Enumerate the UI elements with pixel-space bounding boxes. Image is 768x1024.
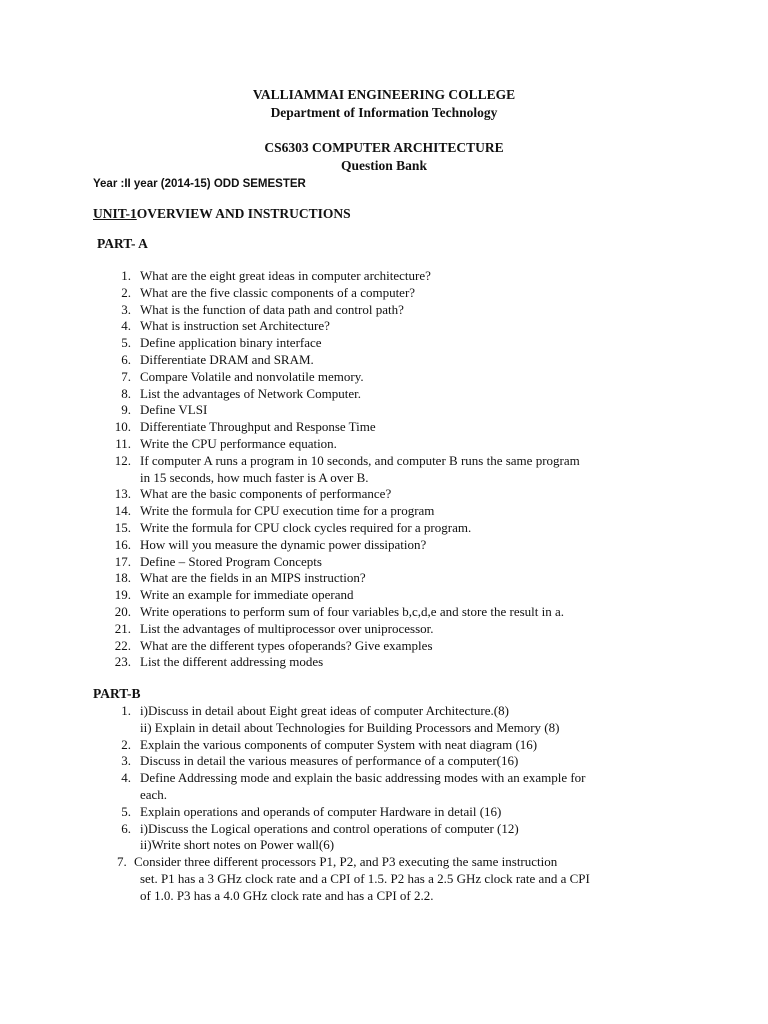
course-title: CS6303 COMPUTER ARCHITECTURE [264, 140, 504, 155]
question-text: of 1.0. P3 has a 4.0 GHz clock rate and has a CPI of 2.2. [140, 887, 434, 903]
question-text: What are the five classic components of a computer? [140, 284, 416, 300]
question-number: 5. [121, 803, 131, 819]
question-text: List the different addressing modes [140, 654, 324, 670]
year-line: Year :II year (2014-15) ODD SEMESTER [93, 178, 306, 190]
question-number: 4. [121, 770, 131, 786]
question-number: 1. [121, 268, 131, 283]
part-a-heading: PART- A [97, 236, 148, 251]
question-number: 1. [121, 703, 131, 718]
question-number: 6. [121, 820, 131, 836]
question-text: What are the basic components of performance? [140, 486, 392, 502]
unit-title: OVERVIEW AND INSTRUCTIONS [136, 206, 351, 221]
question-text: Differentiate Throughput and Response Time [140, 419, 376, 435]
question-text: Write the CPU performance equation. [140, 436, 337, 451]
question-number: 12. [114, 452, 131, 468]
question-text: ii)Write short notes on Power wall(6) [140, 837, 335, 853]
question-number: 7. [117, 854, 127, 870]
question-number: 6. [121, 352, 131, 367]
question-text: What are the eight great ideas in computer architecture? [140, 268, 431, 283]
question-number: 5. [121, 335, 131, 351]
question-number: 15. [114, 520, 131, 535]
question-number: 2. [121, 736, 131, 752]
department-name: Department of Information Technology [270, 105, 498, 120]
question-text: If computer A runs a program in 10 seconds, and computer B runs the same program [140, 452, 580, 468]
question-text: Write the formula for CPU clock cycles required for a program. [140, 520, 472, 535]
question-text: What is instruction set Architecture? [140, 318, 330, 334]
question-text: set. P1 has a 3 GHz clock rate and a CPI of 1.5. P2 has a 2.5 GHz clock rate and a CPI [140, 871, 590, 886]
question-text: What are the fields in an MIPS instruction? [140, 570, 366, 586]
unit-heading [93, 206, 351, 222]
question-number: 9. [121, 402, 131, 418]
question-text: What is the function of data path and control path? [140, 301, 404, 317]
question-text: i)Discuss in detail about Eight great ideas of computer Architecture.(8) [140, 703, 509, 718]
question-text: in 15 seconds, how much faster is A over B. [140, 469, 369, 485]
question-number: 19. [114, 587, 131, 603]
question-number: 3. [121, 301, 131, 317]
question-text: Define VLSI [140, 402, 208, 418]
question-number: 16. [114, 536, 131, 552]
question-number: 21. [114, 620, 131, 636]
question-number: 23. [114, 654, 131, 670]
question-text: Consider three different processors P1, P2, and P3 executing the same instruction [134, 854, 558, 870]
document-type: Question Bank [341, 158, 427, 173]
question-number: 10. [114, 419, 131, 435]
question-number: 3. [121, 753, 131, 769]
question-text: List the advantages of Network Computer. [140, 385, 361, 401]
question-text: Write the formula for CPU execution time for a program [140, 503, 435, 519]
question-text: each. [140, 787, 168, 802]
unit-label: UNIT-1 [93, 206, 137, 221]
question-text: Differentiate DRAM and SRAM. [140, 352, 314, 367]
question-number: 20. [114, 604, 131, 619]
question-text: Explain operations and operands of computer Hardware in detail (16) [140, 803, 502, 819]
question-text: Define Addressing mode and explain the basic addressing modes with an example for [140, 770, 586, 786]
question-number: 7. [121, 368, 131, 384]
question-number: 18. [114, 570, 131, 586]
question-text: Define application binary interface [140, 335, 322, 351]
question-text: Define – Stored Program Concepts [140, 553, 322, 569]
question-text: How will you measure the dynamic power dissipation? [140, 536, 427, 552]
question-number: 22. [114, 637, 131, 653]
question-text: ii) Explain in detail about Technologies for Building Processors and Memory (8) [140, 719, 560, 735]
question-number: 13. [114, 486, 131, 502]
question-number: 8. [121, 385, 131, 401]
question-text: Discuss in detail the various measures of performance of a computer(16) [140, 753, 519, 769]
college-name: VALLIAMMAI ENGINEERING COLLEGE [252, 87, 516, 102]
question-number: 4. [121, 318, 131, 334]
question-text: Write operations to perform sum of four variables b,c,d,e and store the result in a. [140, 604, 565, 619]
question-number: 14. [114, 503, 131, 519]
question-text: What are the different types ofoperands? Give examples [140, 637, 433, 653]
question-number: 17. [114, 553, 131, 569]
question-number: 11. [115, 436, 131, 451]
question-text: List the advantages of multiprocessor over uniprocessor. [140, 620, 434, 636]
question-text: Write an example for immediate operand [140, 587, 354, 603]
question-text: i)Discuss the Logical operations and control operations of computer (12) [140, 820, 519, 836]
question-number: 2. [121, 284, 131, 300]
question-text: Compare Volatile and nonvolatile memory. [140, 368, 364, 384]
question-text: Explain the various components of computer System with neat diagram (16) [140, 736, 538, 752]
part-b-heading: PART-B [93, 686, 141, 701]
